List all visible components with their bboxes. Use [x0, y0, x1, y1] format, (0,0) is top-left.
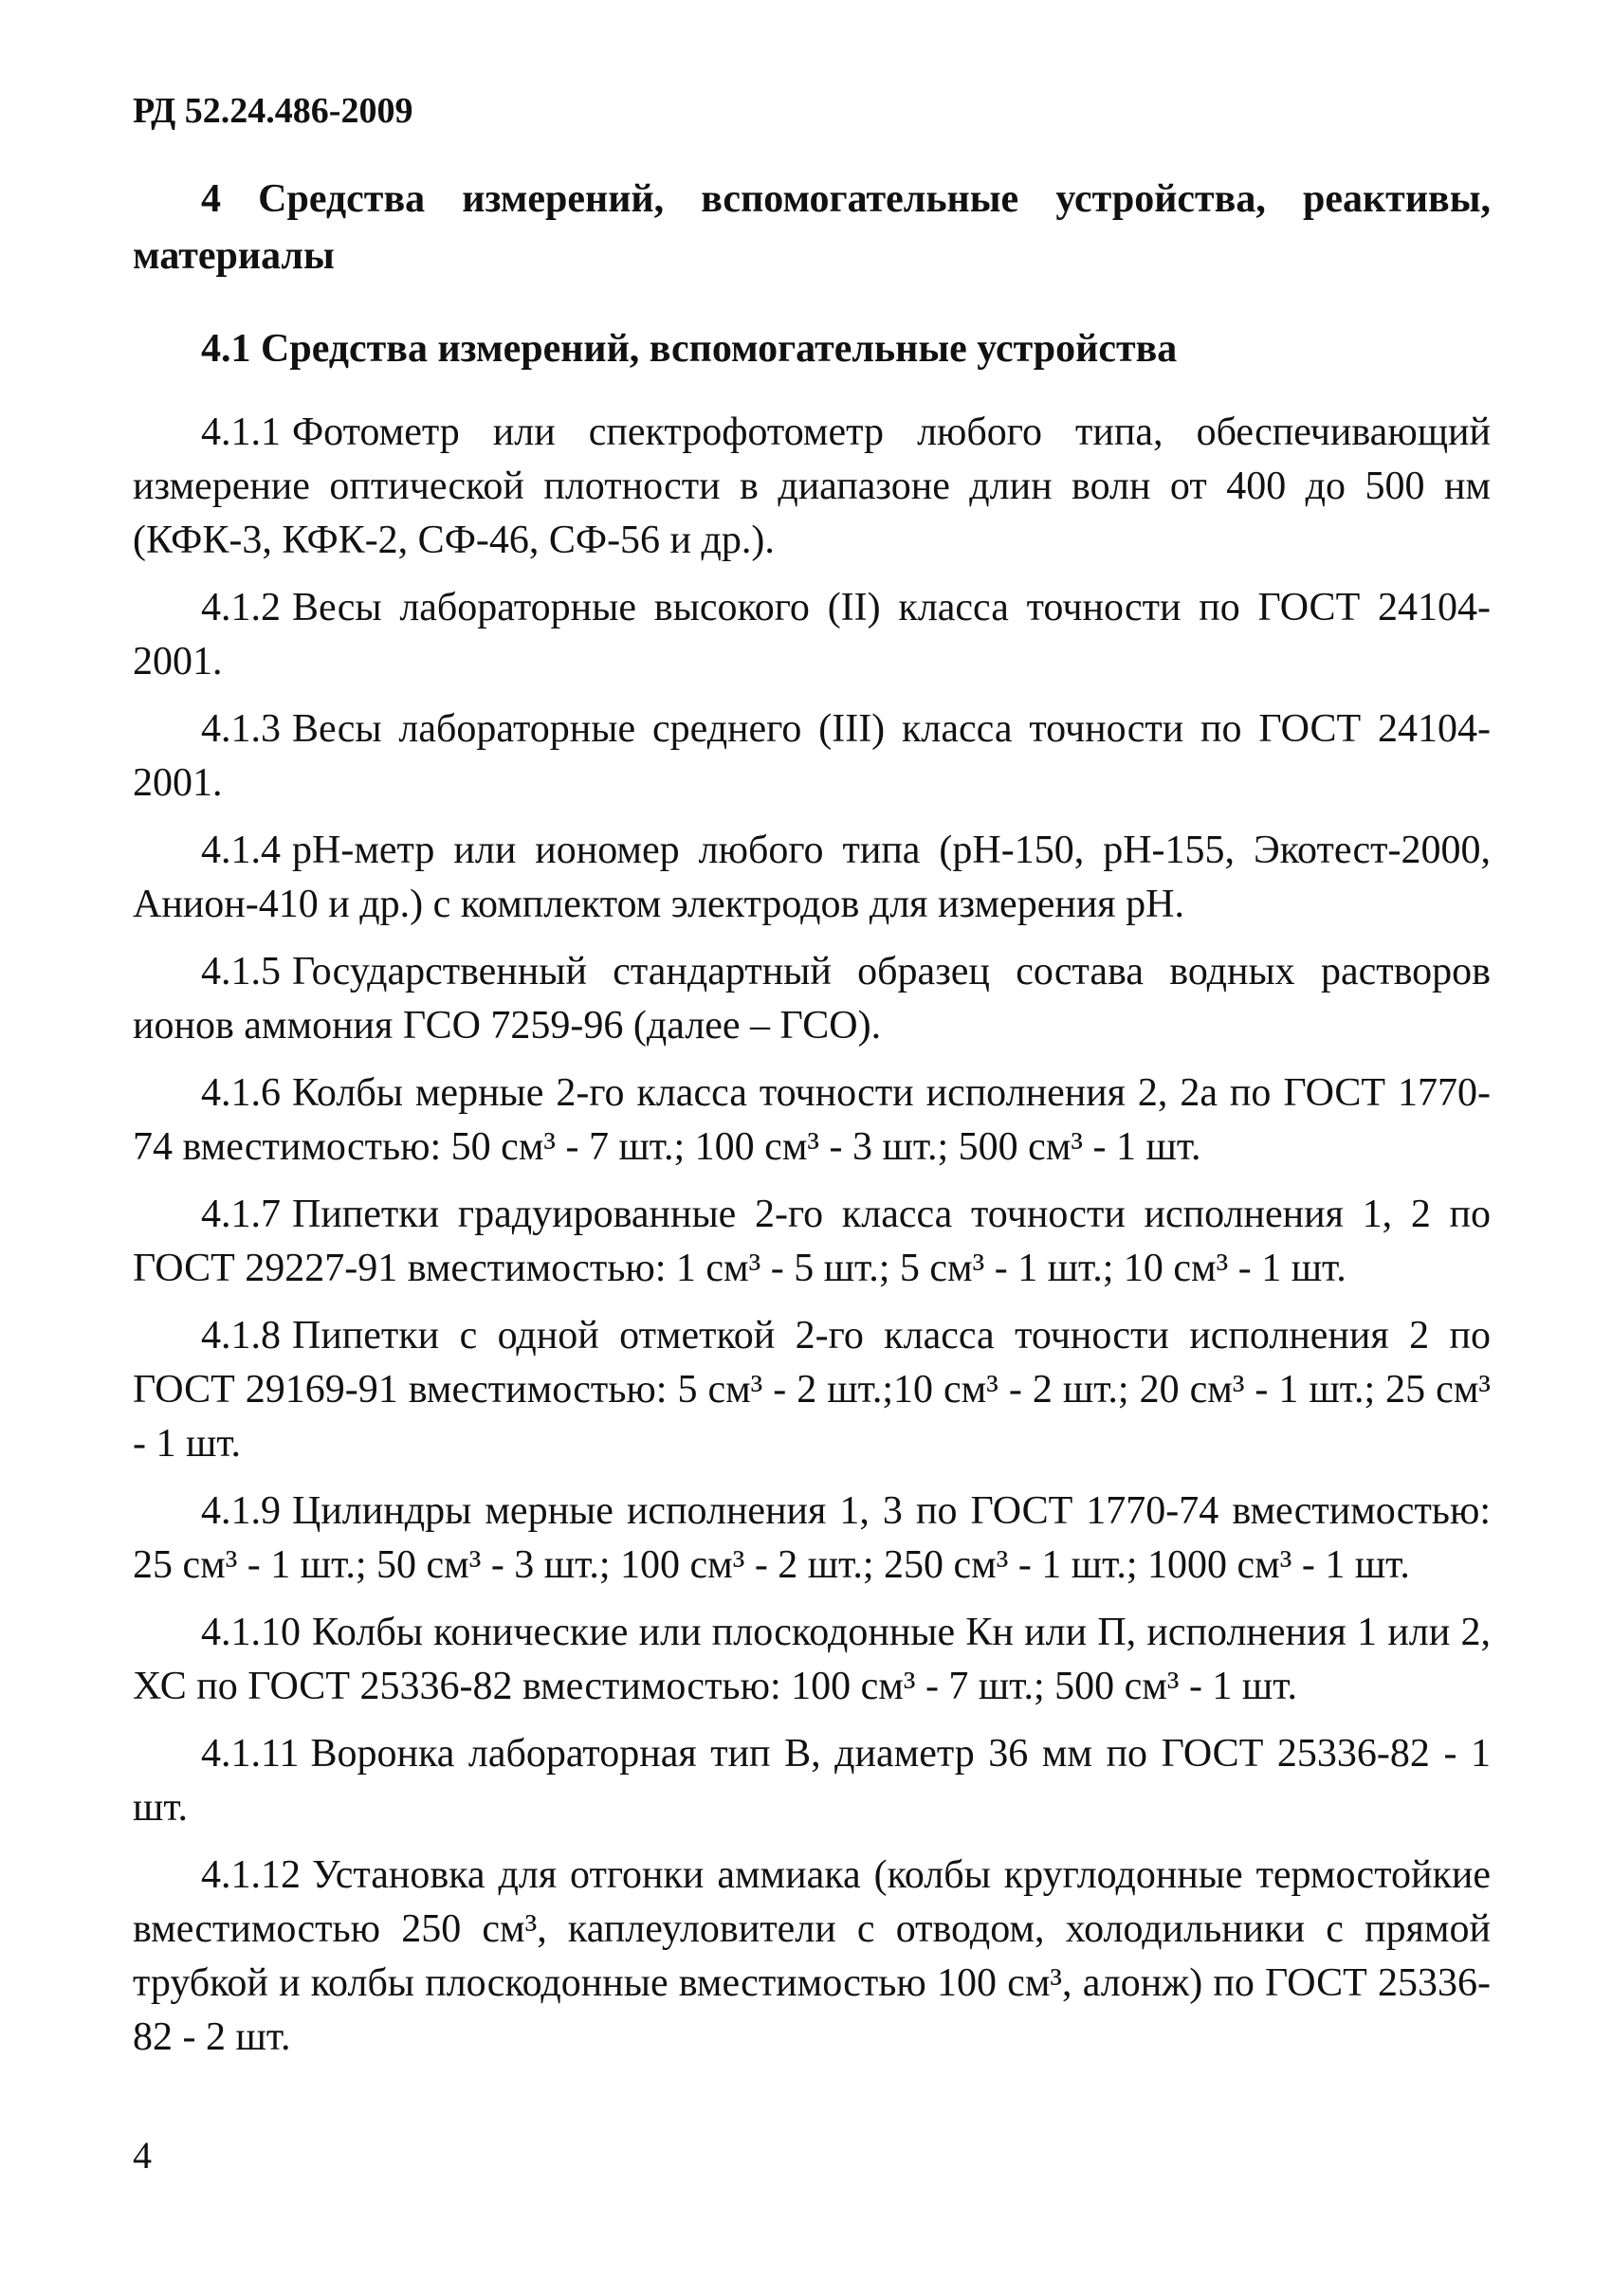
item-text: Цилиндры мерные исполнения 1, 3 по ГОСТ 1770-74 вместимостью: 25 см³ - 1 шт.; 50 см³ - 3 шт.; 100 см³ - 2 шт.; 250 см³ - 1 шт.; 1000 см³ - 1 шт. — [133, 1489, 1491, 1587]
list-item — [133, 945, 1491, 1053]
item-text: Весы лабораторные высокого (II) класса точности по ГОСТ 24104-2001. — [133, 586, 1491, 683]
list-item — [133, 581, 1491, 689]
list-item — [133, 1727, 1491, 1835]
item-number: 4.1.10 — [201, 1611, 301, 1654]
item-number: 4.1.3 — [201, 707, 281, 751]
list-item — [133, 1849, 1491, 2065]
item-text: Пипетки градуированные 2-го класса точности исполнения 1, 2 по ГОСТ 29227-91 вместимостью: 1 см³ - 5 шт.; 5 см³ - 1 шт.; 10 см³ - 1 шт. — [133, 1193, 1491, 1290]
page-number: 4 — [133, 2134, 152, 2177]
item-number: 4.1.6 — [201, 1071, 281, 1115]
list-item — [133, 1188, 1491, 1296]
list-item — [133, 1309, 1491, 1471]
item-number: 4.1.5 — [201, 950, 281, 993]
item-text: pH-метр или иономер любого типа (pH-150, pH-155, Экотест-2000, Анион-410 и др.) с комплектом электродов для измерения pH. — [133, 829, 1491, 926]
list-item — [133, 406, 1491, 568]
item-number: 4.1.9 — [201, 1489, 281, 1533]
item-text: Государственный стандартный образец состава водных растворов ионов аммония ГСО 7259-96 (далее – ГСО). — [133, 950, 1491, 1048]
document-body — [133, 171, 1491, 2078]
item-number: 4.1.11 — [201, 1732, 300, 1776]
item-text: Весы лабораторные среднего (III) класса точности по ГОСТ 24104-2001. — [133, 707, 1491, 805]
item-number: 4.1.7 — [201, 1193, 281, 1236]
list-item — [133, 1066, 1491, 1175]
item-text: Пипетки с одной отметкой 2-го класса точности исполнения 2 по ГОСТ 29169-91 вместимостью: 5 см³ - 2 шт.;10 см³ - 2 шт.; 20 см³ - 1 шт.; 25 см³ - 1 шт. — [133, 1314, 1491, 1466]
list-item — [133, 1485, 1491, 1593]
list-item — [133, 824, 1491, 932]
list-item — [133, 1606, 1491, 1714]
section-title: 4 Средства измерений, вспомогательные устройства, реактивы, материалы — [133, 177, 1491, 278]
item-number: 4.1.4 — [201, 829, 281, 872]
item-text: Колбы конические или плоскодонные Кн или П, исполнения 1 или 2, ХС по ГОСТ 25336-82 вместимостью: 100 см³ - 7 шт.; 500 см³ - 1 шт. — [133, 1611, 1491, 1708]
list-item — [133, 702, 1491, 811]
subsection-title: 4.1 Средства измерений, вспомогательные устройства — [201, 327, 1178, 371]
item-number: 4.1.1 — [201, 410, 281, 454]
document-code: РД 52.24.486-2009 — [133, 91, 413, 131]
item-text: Воронка лабораторная тип В, диаметр 36 мм по ГОСТ 25336-82 - 1 шт. — [133, 1732, 1491, 1830]
item-text: Фотометр или спектрофотометр любого типа, обеспечивающий измерение оптической плотности в диапазоне длин волн от 400 до 500 нм (КФК-3, КФК-2, СФ-46, СФ-56 и др.). — [133, 410, 1491, 562]
item-number: 4.1.12 — [201, 1853, 301, 1897]
item-number: 4.1.8 — [201, 1314, 281, 1358]
item-number: 4.1.2 — [201, 586, 281, 629]
item-text: Установка для отгонки аммиака (колбы круглодонные термостойкие вместимостью 250 см³, каплеуловители с отводом, холодильники с прямой трубкой и колбы плоскодонные вместимостью 100 см³, алонж) по ГОСТ 25336-82 - 2 шт. — [133, 1853, 1491, 2059]
item-text: Колбы мерные 2-го класса точности исполнения 2, 2а по ГОСТ 1770-74 вместимостью: 50 см³ - 7 шт.; 100 см³ - 3 шт.; 500 см³ - 1 шт. — [133, 1071, 1491, 1169]
